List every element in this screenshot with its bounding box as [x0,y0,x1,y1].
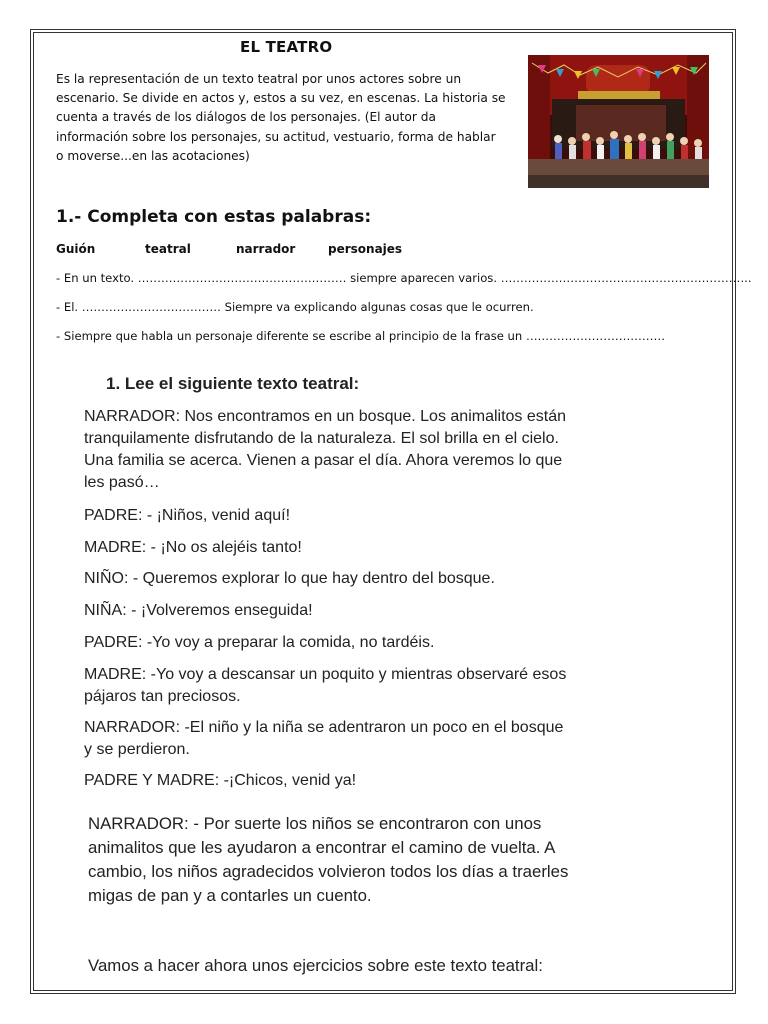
text-line: les pasó… [84,474,160,491]
narrator-intro [84,406,724,494]
intro-paragraph [56,70,522,166]
intro-line: cuenta a través de los diálogos de los personajes. (El autor da [56,110,436,125]
text-line: NARRADOR: -El niño y la niña se adentraron un poco en el bosque [84,719,564,736]
fill-in-sentence: - En un texto. ……………………………………………… siempre aparecen varios. ……………………………………………………….. [56,271,752,285]
fill-in-sentence: - El. ……………………………… Siempre va explicando algunas cosas que le ocurren. [56,300,534,314]
dialogue-line [84,664,724,708]
dialogue-line: NIÑA: - ¡Volveremos enseguida! [84,602,313,619]
page-title: EL TEATRO [240,38,333,56]
text-line: MADRE: -Yo voy a descansar un poquito y mientras observaré esos [84,666,567,683]
text-line: NARRADOR: Nos encontramos en un bosque. Los animalitos están [84,408,567,425]
narrator-ending [88,812,568,908]
intro-line: información sobre los personajes, su actitud, vestuario, forma de hablar [56,129,496,144]
dialogue-line: PADRE: - ¡Niños, venid aquí! [84,507,291,524]
dialogue-line: PADRE: -Yo voy a preparar la comida, no tardéis. [84,634,435,651]
intro-line: o moverse...en las acotaciones) [56,148,250,163]
word-bank-item: narrador [236,242,296,256]
fill-in-sentence: - Siempre que habla un personaje diferente se escribe al principio de la frase un ……………………………… [56,329,666,343]
intro-line: Es la representación de un texto teatral por unos actores sobre un [56,72,462,86]
dialogue-line: NIÑO: - Queremos explorar lo que hay dentro del bosque. [84,570,495,587]
text-line: cambio, los niños agradecidos volvieron todos los días a traerles [88,862,569,881]
word-bank-item: teatral [145,242,191,256]
text-line: animalitos que les ayudaron a encontrar el camino de vuelta. A [88,838,556,857]
word-bank-item: personajes [328,242,403,256]
text-line: pájaros tan preciosos. [84,688,241,705]
dialogue-line: MADRE: - ¡No os alejéis tanto! [84,539,302,556]
text-line: Una familia se acerca. Vienen a pasar el día. Ahora veremos lo que [84,452,563,469]
dialogue-line: PADRE Y MADRE: -¡Chicos, venid ya! [84,772,357,789]
text-line: NARRADOR: - Por suerte los niños se encontraron con unos [88,814,542,833]
closing-instruction: Vamos a hacer ahora unos ejercicios sobre este texto teatral: [88,956,543,975]
text-line: migas de pan y a contarles un cuento. [88,886,372,905]
text-line: tranquilamente disfrutando de la naturaleza. El sol brilla en el cielo. [84,430,559,447]
dialogue-line [84,717,724,761]
exercise-heading: 1.- Completa con estas palabras: [56,207,372,227]
reading-heading: 1. Lee el siguiente texto teatral: [106,374,360,393]
intro-line: escenario. Se divide en actos y, estos a su vez, en escenas. La historia se [56,91,506,106]
text-line: y se perdieron. [84,741,190,758]
word-bank-item: Guión [56,242,96,256]
theater-stage-photo [528,55,709,188]
